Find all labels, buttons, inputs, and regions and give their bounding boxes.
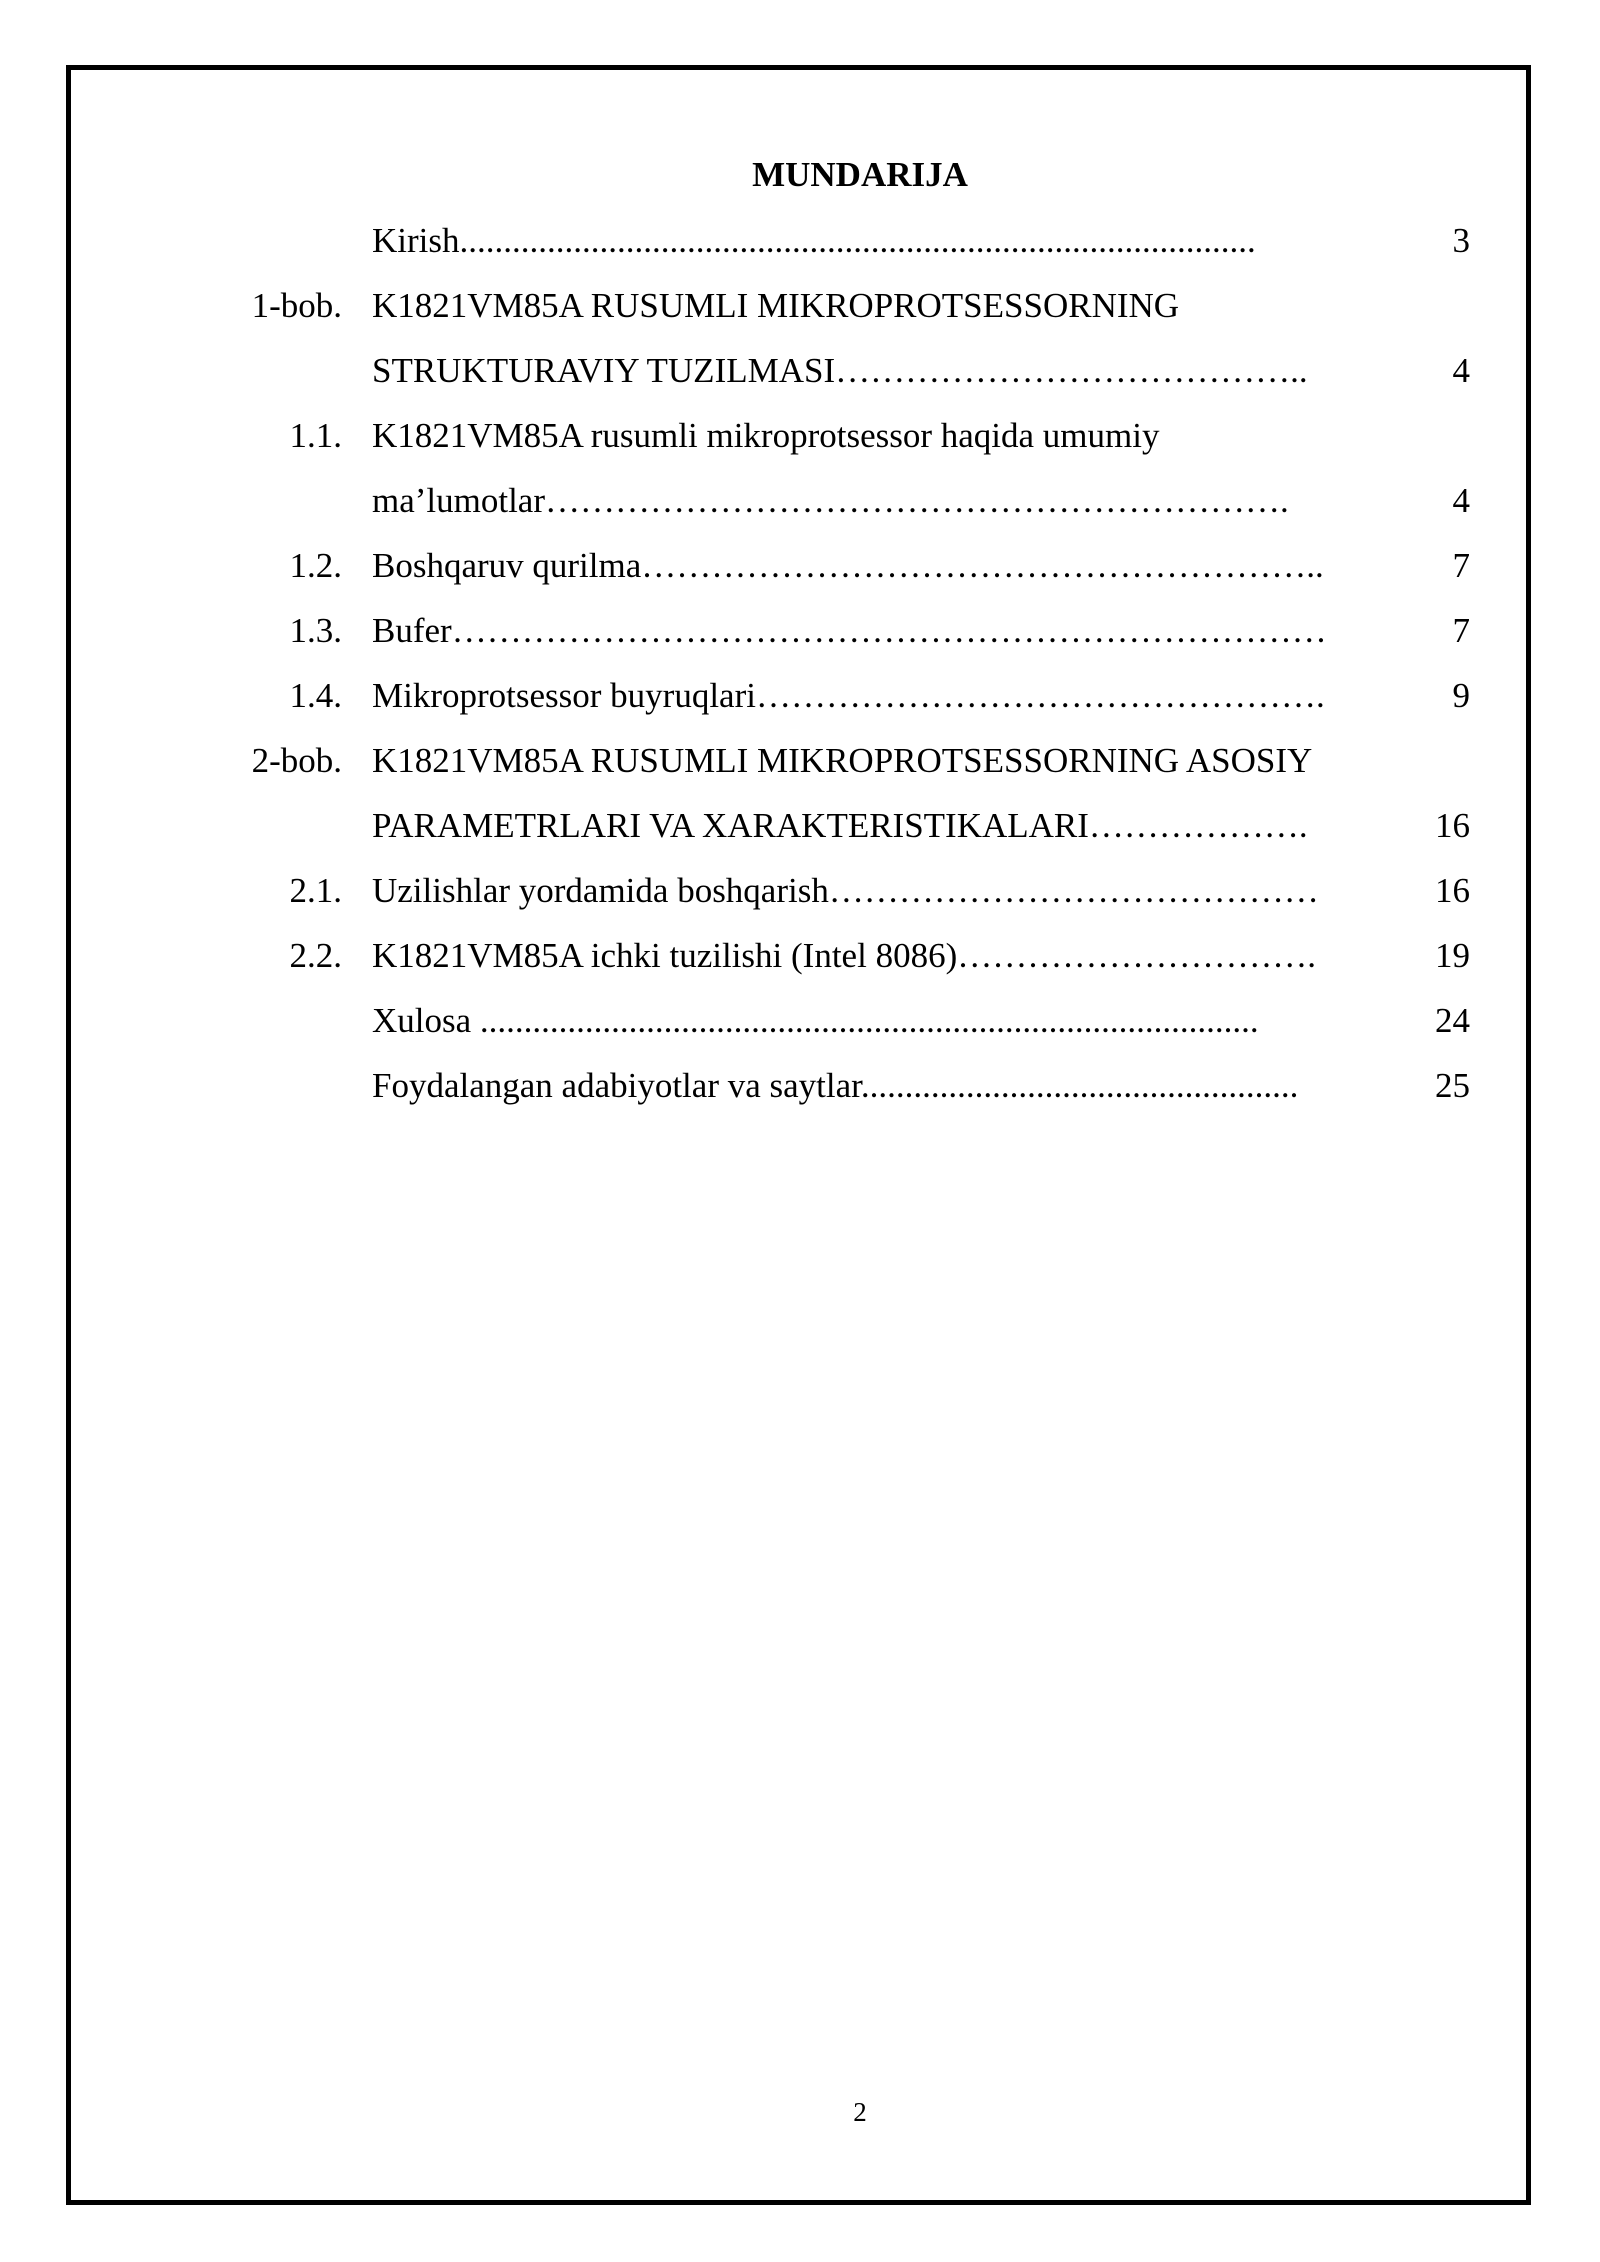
toc-entry-number: 1.1. [289, 416, 342, 455]
toc-entry-text: Mikroprotsessor buyruqlari…………………………………………. [372, 676, 1325, 715]
toc-entry-page: 3 [1452, 221, 1470, 260]
toc-entry-text: Kirish........................................................................................... [372, 221, 1256, 260]
toc-entry-page: 25 [1435, 1066, 1470, 1105]
toc-entry-text: STRUKTURAVIY TUZILMASI………………………………….. [372, 351, 1308, 390]
toc-entry-text: Foydalangan adabiyotlar va saytlar.................................................. [372, 1066, 1299, 1105]
toc-entry-section-1-4[interactable] [0, 673, 1600, 738]
toc-entry-chapter-1-continued[interactable] [0, 348, 1600, 413]
toc-entry-page: 19 [1435, 936, 1470, 975]
toc-entry-number: 2.2. [289, 936, 342, 975]
toc-entry-references[interactable] [0, 1063, 1600, 1128]
toc-entry-section-1-1[interactable] [0, 413, 1600, 478]
toc-entry-page: 9 [1452, 676, 1470, 715]
toc-entry-section-1-1-continued[interactable] [0, 478, 1600, 543]
toc-entry-page: 16 [1435, 806, 1470, 845]
toc-entry-text: K1821VM85A RUSUMLI MIKROPROTSESSORNING [372, 286, 1180, 325]
toc-entry-text: PARAMETRLARI VA XARAKTERISTIKALARI………………. [372, 806, 1308, 845]
toc-entry-page: 4 [1452, 481, 1470, 520]
toc-entry-chapter-2-continued[interactable] [0, 803, 1600, 868]
toc-entry-chapter-2[interactable] [0, 738, 1600, 803]
toc-entry-number: 2-bob. [251, 741, 342, 780]
toc-entry-text: K1821VM85A RUSUMLI MIKROPROTSESSORNING ASOSIY [372, 741, 1313, 780]
toc-entry-page: 7 [1452, 546, 1470, 585]
toc-entry-chapter-1[interactable] [0, 283, 1600, 348]
toc-entry-page: 24 [1435, 1001, 1470, 1040]
toc-entry-number: 1.3. [289, 611, 342, 650]
toc-entry-xulosa[interactable] [0, 998, 1600, 1063]
table-of-contents [0, 218, 1600, 1128]
toc-entry-text: Boshqaruv qurilma………………………………………………….. [372, 546, 1324, 585]
toc-entry-text: Xulosa ......................................................................................... [372, 1001, 1259, 1040]
toc-entry-section-1-2[interactable] [0, 543, 1600, 608]
toc-entry-section-2-1[interactable] [0, 868, 1600, 933]
toc-entry-section-2-2[interactable] [0, 933, 1600, 998]
toc-entry-number: 1-bob. [251, 286, 342, 325]
toc-entry-number: 2.1. [289, 871, 342, 910]
toc-entry-text: K1821VM85A ichki tuzilishi (Intel 8086)…………………………. [372, 936, 1316, 975]
toc-entry-page: 7 [1452, 611, 1470, 650]
toc-entry-text: Bufer………………………………………………………………… [372, 611, 1327, 650]
toc-entry-number: 1.4. [289, 676, 342, 715]
toc-entry-page: 4 [1452, 351, 1470, 390]
toc-entry-page: 16 [1435, 871, 1470, 910]
toc-entry-text: K1821VM85A rusumli mikroprotsessor haqida umumiy [372, 416, 1160, 455]
page-number: 2 [853, 2097, 867, 2127]
toc-entry-text: Uzilishlar yordamida boshqarish…………………………………… [372, 871, 1319, 910]
toc-title: MUNDARIJA [752, 155, 968, 194]
toc-entry-kirish[interactable] [0, 218, 1600, 283]
toc-entry-section-1-3[interactable] [0, 608, 1600, 673]
toc-entry-number: 1.2. [289, 546, 342, 585]
toc-entry-text: ma’lumotlar………………………………………………………. [372, 481, 1289, 520]
